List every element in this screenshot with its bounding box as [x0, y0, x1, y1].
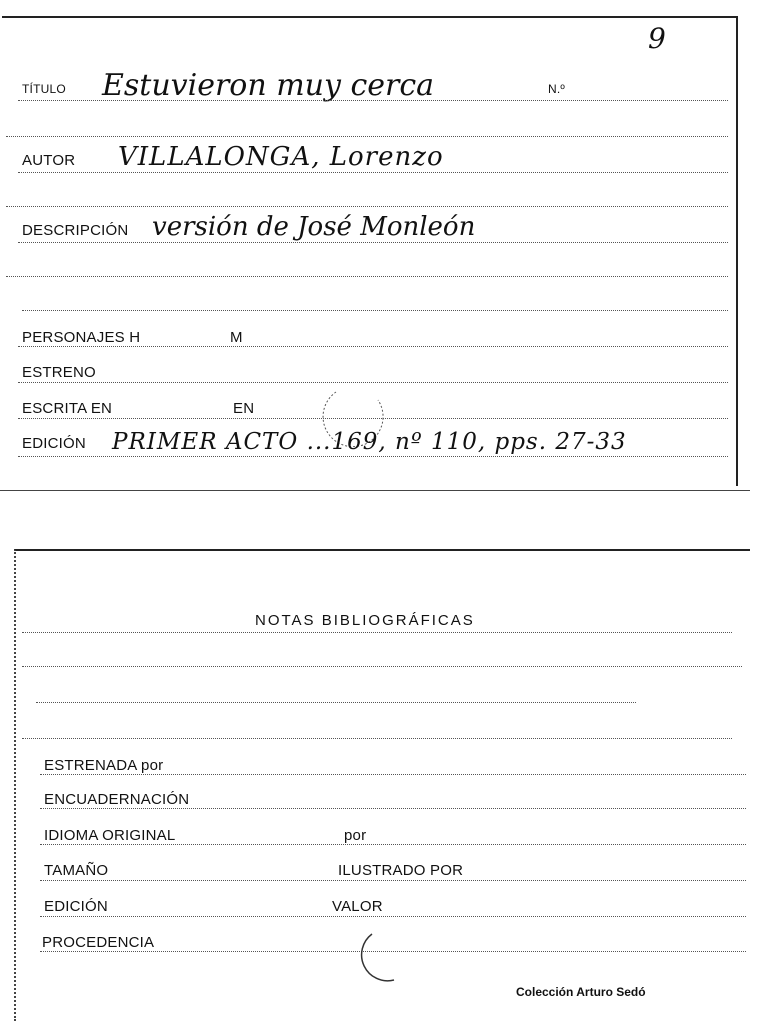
personajes-line — [18, 346, 728, 347]
tamano-line — [40, 880, 746, 881]
estrenada-por-label: ESTRENADA por — [44, 757, 164, 774]
idioma-original-label: IDIOMA ORIGINAL — [44, 827, 176, 844]
collection-stamp: Colección Arturo Sedó — [516, 985, 646, 999]
procedencia-label: PROCEDENCIA — [42, 934, 155, 951]
ilustrado-por-label: ILUSTRADO POR — [338, 862, 464, 879]
heading-line — [22, 632, 732, 633]
blank-line — [6, 276, 728, 277]
estreno-label: ESTRENO — [22, 364, 96, 381]
blank-line — [6, 206, 728, 207]
edicion-back-label: EDICIÓN — [44, 898, 108, 915]
autor-value: VILLALONGA, Lorenzo — [118, 142, 444, 172]
blank-line — [22, 738, 732, 739]
estrenada-line — [40, 774, 746, 775]
descripcion-label: DESCRIPCIÓN — [22, 222, 129, 239]
edicion-label: EDICIÓN — [22, 435, 86, 452]
descripcion-line — [18, 242, 728, 243]
punch-hole-mark — [356, 928, 406, 988]
edicion-line — [18, 456, 728, 457]
edicion-value: PRIMER ACTO ...169, nº 110, pps. 27-33 — [112, 429, 627, 455]
descripcion-value: versión de José Monleón — [152, 212, 476, 242]
escrita-en-label: ESCRITA EN — [22, 400, 113, 417]
encuadernacion-line — [40, 808, 746, 809]
card-number-mark: 9 — [648, 22, 666, 55]
tamano-label: TAMAÑO — [44, 862, 109, 879]
idioma-line — [40, 844, 746, 845]
blank-line — [6, 136, 728, 137]
numero-label: N.º — [548, 82, 565, 96]
titulo-value: Estuvieron muy cerca — [102, 68, 435, 103]
en-label: EN — [233, 400, 255, 417]
titulo-label: TÍTULO — [22, 82, 66, 96]
valor-label: VALOR — [332, 898, 383, 915]
personajes-m-label: M — [230, 329, 243, 346]
titulo-line — [18, 100, 728, 101]
edicion-back-line — [40, 916, 746, 917]
blank-line — [22, 310, 728, 311]
personajes-label: PERSONAJES H — [22, 329, 141, 346]
autor-label: AUTOR — [22, 152, 76, 169]
card-bottom-line — [0, 490, 750, 491]
blank-line — [36, 702, 636, 703]
por-label: por — [344, 827, 367, 844]
notas-bibliograficas-heading: NOTAS BIBLIOGRÁFICAS — [255, 612, 475, 629]
encuadernacion-label: ENCUADERNACIÓN — [44, 791, 190, 808]
blank-line — [22, 666, 742, 667]
autor-line — [18, 172, 728, 173]
